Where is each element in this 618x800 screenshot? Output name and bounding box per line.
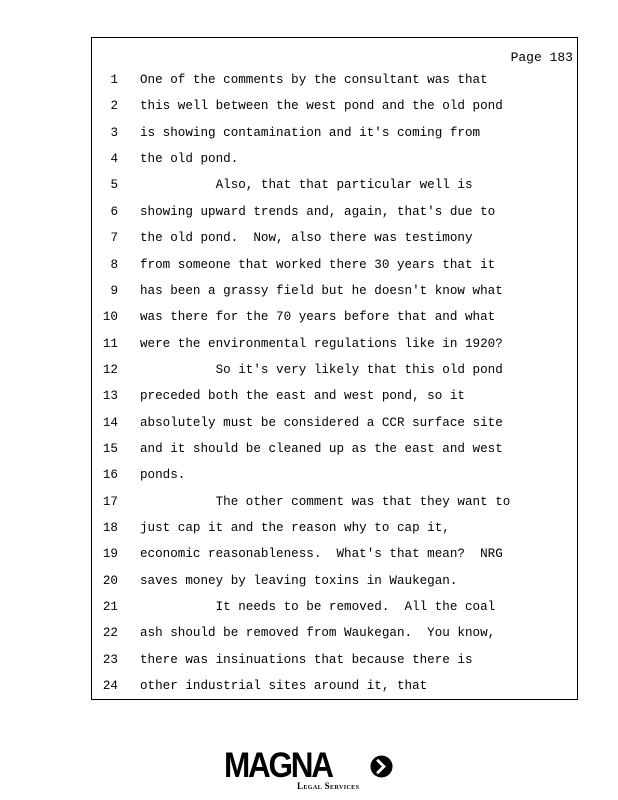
line-text: saves money by leaving toxins in Waukegan. xyxy=(140,573,458,588)
line-number: 7 xyxy=(110,231,118,246)
transcript-line xyxy=(0,307,618,327)
transcript-line xyxy=(0,439,618,459)
line-text: has been a grassy field but he doesn't know what xyxy=(140,283,503,298)
transcript-line xyxy=(0,123,618,143)
line-text: other industrial sites around it, that xyxy=(140,679,428,694)
transcript-line xyxy=(0,360,618,380)
line-number: 4 xyxy=(110,152,118,167)
transcript-line xyxy=(0,70,618,90)
line-text: showing upward trends and, again, that's due to xyxy=(140,204,496,219)
line-text: was there for the 70 years before that and what xyxy=(140,310,496,325)
transcript-line xyxy=(0,465,618,485)
logo-subtitle: Legal Services xyxy=(297,781,360,791)
page-number: Page 183 xyxy=(510,50,573,65)
line-number: 6 xyxy=(110,204,118,219)
line-text: from someone that worked there 30 years that it xyxy=(140,257,496,272)
transcript-line xyxy=(0,149,618,169)
line-number: 1 xyxy=(110,73,118,87)
line-number: 3 xyxy=(110,125,118,140)
transcript-line xyxy=(0,571,618,591)
arrow-circle-icon xyxy=(370,755,393,778)
transcript-line xyxy=(0,228,618,248)
line-number: 15 xyxy=(102,441,118,456)
line-text: the old pond. xyxy=(140,152,239,167)
line-text: ash should be removed from Waukegan. You know, xyxy=(140,626,496,641)
transcript-line xyxy=(0,623,618,643)
transcript-line xyxy=(0,334,618,354)
transcript-line xyxy=(0,255,618,275)
line-text: One of the comments by the consultant was that xyxy=(140,73,488,87)
line-text: ponds. xyxy=(140,468,186,483)
transcript-line xyxy=(0,676,618,696)
transcript-line xyxy=(0,175,618,195)
line-text: this well between the west pond and the old pond xyxy=(140,99,503,114)
transcript-line xyxy=(0,544,618,564)
transcript-line xyxy=(0,96,618,116)
line-number: 21 xyxy=(102,600,118,614)
transcript-line xyxy=(0,281,618,301)
line-number: 2 xyxy=(110,99,118,114)
line-number: 18 xyxy=(102,521,118,535)
transcript-line xyxy=(0,650,618,670)
transcript-line xyxy=(0,597,618,617)
logo-wordmark: MAGNA xyxy=(224,746,332,785)
line-number: 14 xyxy=(102,415,118,430)
line-text: is showing contamination and it's coming from xyxy=(140,125,481,140)
line-number: 13 xyxy=(102,389,118,404)
line-text: were the environmental regulations like in 1920? xyxy=(140,336,503,351)
line-text: economic reasonableness. What's that mean? NRG xyxy=(140,547,503,562)
line-number: 22 xyxy=(102,626,118,641)
line-number: 23 xyxy=(102,652,118,667)
line-number: 24 xyxy=(102,679,118,694)
line-text: The other comment was that they want to xyxy=(140,494,511,509)
line-text: just cap it and the reason why to cap it, xyxy=(140,521,450,535)
line-number: 20 xyxy=(102,573,118,588)
line-text: Also, that that particular well is xyxy=(140,178,473,193)
line-text: absolutely must be considered a CCR surface site xyxy=(140,415,503,430)
line-text: the old pond. Now, also there was testimony xyxy=(140,231,473,246)
line-number: 17 xyxy=(102,494,118,509)
line-number: 16 xyxy=(102,468,118,483)
transcript-line xyxy=(0,386,618,406)
line-text: It needs to be removed. All the coal xyxy=(140,600,496,614)
line-text: and it should be cleaned up as the east and west xyxy=(140,441,503,456)
magna-logo xyxy=(224,748,396,792)
transcript-line xyxy=(0,492,618,512)
line-number: 8 xyxy=(110,257,118,272)
line-number: 19 xyxy=(102,547,118,562)
line-text: So it's very likely that this old pond xyxy=(140,362,503,377)
line-number: 12 xyxy=(102,362,118,377)
line-text: preceded both the east and west pond, so it xyxy=(140,389,465,404)
line-number: 11 xyxy=(102,336,118,351)
line-text: there was insinuations that because there is xyxy=(140,652,473,667)
transcript-line xyxy=(0,413,618,433)
transcript-line xyxy=(0,202,618,222)
line-number: 10 xyxy=(102,310,118,325)
transcript-line xyxy=(0,518,618,538)
line-number: 9 xyxy=(110,283,118,298)
line-number: 5 xyxy=(110,178,118,193)
